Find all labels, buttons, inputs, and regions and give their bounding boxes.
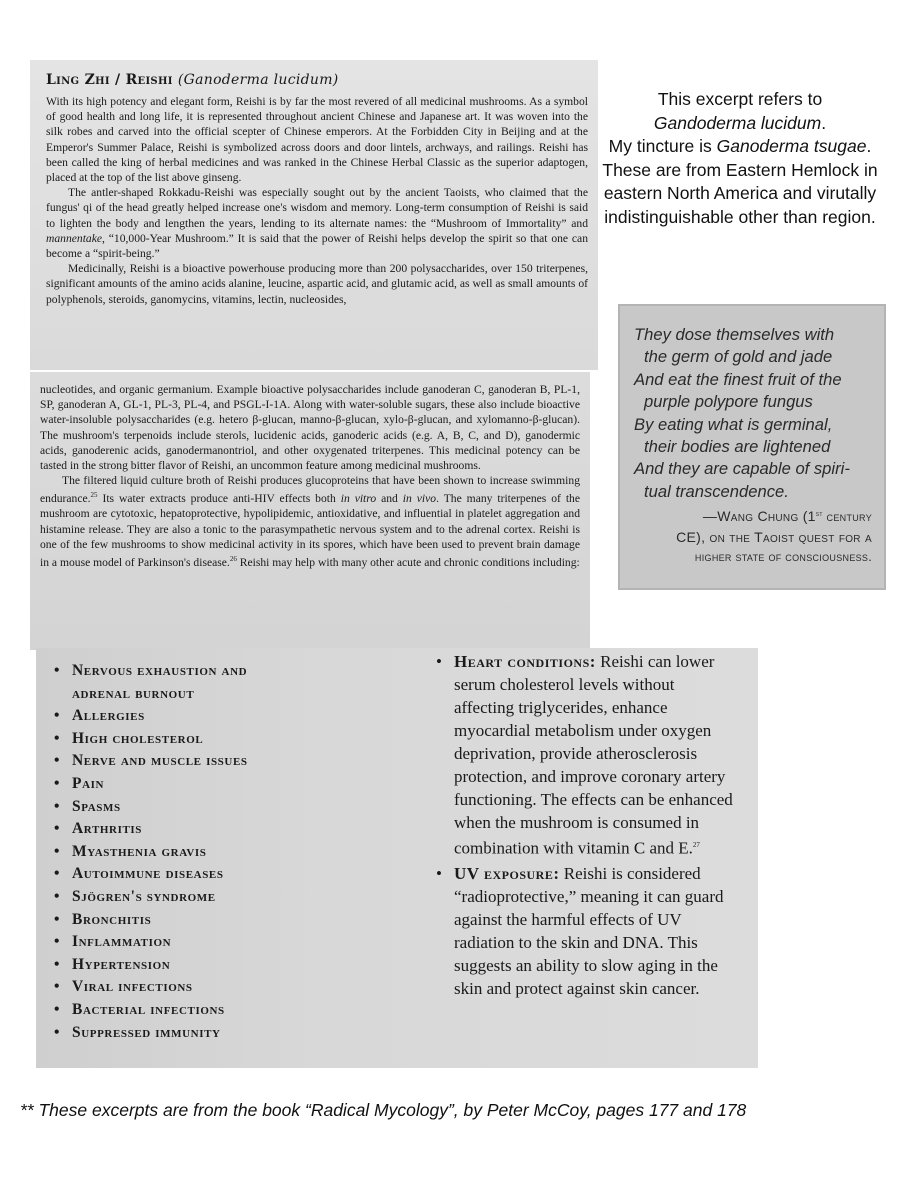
quote-line: And eat the finest fruit of the [634,369,842,389]
quote-box [618,304,886,590]
heading-latin-name: (Ganoderma lucidum) [177,72,339,88]
list-item: • Arthritis [50,818,410,841]
quote-line: the germ of gold and jade [644,347,833,367]
text-span: Reishi may help with many other acute and chronic conditions including: [236,555,580,569]
list-item: • Hypertension [50,954,410,977]
list-item: • Allergies [50,705,410,728]
quote-line: their bodies are lightened [644,437,831,457]
attribution-text: —Wang Chung (1 [702,508,816,525]
quote-line: By eating what is germinal, [634,414,833,434]
paragraph-medicinal: Medicinally, Reishi is a bioactive powerhouse producing more than 200 polysaccharides, over 150 triterpenes, significant amounts of the amino acids alanine, leucine, aspartic acid, and glutamic acid, as well as small amounts of polyphenols, steroids, ganomycins, vitamins, lectin, nucleosides, [46,262,588,306]
conditions-list [50,660,410,1044]
note-species: Ganoderma tsugae [716,136,867,157]
item-term: UV exposure: [454,863,560,883]
attribution-text: century [822,510,872,525]
note-text: My tincture is [608,136,717,157]
attribution-line: CE), on the Taoist quest for a [676,529,872,546]
list-item: • High cholesterol [50,728,410,751]
item-text: Reishi is considered “radioprotective,” meaning it can guard against the harmful effects of UV radiation to the skin and DNA. This suggests an ability to slow aging in the skin and protect against skin cancer. [454,863,724,998]
list-item: • Pain [50,773,410,796]
note-punct: . [866,136,872,157]
paragraph-effects [40,473,580,570]
list-item: • Bronchitis [50,909,410,932]
attribution-line: higher state of consciousness. [694,550,872,565]
text-span: . The many triterpenes of the mushroom are cytotoxic, hepatoprotective, hypolipidemic, antioxidative, and influential in platelet aggregation and histamine release. They are also a tonic to the parasympathetic nervous system and to the adrenal cortex. Reishi is one of the few mushrooms to show medicinal activity in its spores, which have been used to prevent brain damage in a mouse model of Parkinson's disease. [40,492,581,569]
text-emphasis: mannentake [46,231,103,245]
footnote-ref: 27 [692,841,700,849]
list-item [50,660,410,705]
item-text: Reishi can lower serum cholesterol levels without affecting triglycerides, enhance myocardial metabolism under oxygen deprivation, provide atherosclerosis protection, and improve coronary artery functioning. The effects can be enhanced when the mushroom is consumed in combination with vitamin C and E. [454,652,733,858]
tincture-note [600,88,880,230]
list-item: • Autoimmune diseases [50,863,410,886]
note-punct: . [821,112,827,133]
quote-line: And they are capable of spiri- [634,459,850,479]
list-item-label: Nervous exhaustion and [72,662,248,679]
text-span: and [376,492,403,506]
list-item: • Sjögren's syndrome [50,886,410,909]
quote-line: purple polypore fungus [644,392,813,412]
text-emphasis: in vitro [340,492,377,506]
paragraph-intro: With its high potency and elegant form, Reishi is by far the most revered of all medicinal mushrooms. As a symbol of good health and long life, it is represented throughout ancient Chinese and Japanese art. It was woven into the silk robes and carved into the official scepter of Chinese emperors. At the Forbidden City in Beijing and at the Emperor's Summer Palace, Reishi is symbolized across doors and door lintels, archways, and railings. Reishi has been called the king of herbal medicines and was ranked in the Chinese Herbal Classic as the superior adaptogen, placed at the top of the list above ginseng. [46,95,588,185]
quote-line: They dose themselves with [634,325,835,344]
paragraph-taoists [46,185,588,261]
note-line [600,112,880,136]
text-span: The antler-shaped Rokkadu-Reishi was especially sought out by the ancient Taoists, who claimed that the fungus' qi of the head greatly helped increase one's wisdom and memory. Long-term consumption of Reishi is said to lighten the body and lengthen the years, lending to its alternate names: the “Mushroom of Immortality” and [46,186,588,230]
text-span: , “10,000-Year Mushroom.” It is said that the power of Reishi helps develop the spirit so that one can become a “spirit-being.” [46,231,588,261]
text-span: The filtered liquid culture broth of Reishi produces glucoproteins that have been shown to increase swimming endurance. [40,474,580,506]
attribution-sup: st [815,511,823,519]
conditions-scan [36,648,758,1068]
excerpt-scan-page-178 [30,372,590,650]
source-footnote: ** These excerpts are from the book “Radical Mycology”, by Peter McCoy, pages 177 and 178 [20,1100,747,1120]
footnote-ref: 26 [229,555,237,564]
list-item: • Nerve and muscle issues [50,750,410,773]
note-line: These are from Eastern Hemlock in eastern North America and virutally indistinguishable other than region. [602,159,878,227]
quote-attribution [634,505,872,567]
quote-text [634,324,872,503]
note-species: Gandoderma lucidum [653,112,822,133]
attribution-line [634,505,872,527]
list-item: • Bacterial infections [50,999,410,1022]
excerpt-heading [46,72,588,88]
item-term: Heart conditions: [454,652,596,671]
quote-line: tual transcendence. [644,481,789,501]
heart-conditions-item [434,650,734,860]
footnote-ref: 25 [90,491,98,500]
text-span: Its water extracts produce anti-HIV effects both [97,492,341,506]
list-item: • Suppressed immunity [50,1022,410,1045]
note-line [600,135,880,159]
list-item: • Inflammation [50,931,410,954]
text-emphasis: in vivo [402,492,437,506]
excerpt-scan-page-177 [30,60,598,370]
list-item-continuation: adrenal burnout [72,684,195,702]
list-item: • Viral infections [50,976,410,999]
uv-exposure-item [434,862,734,1000]
note-line: This excerpt refers to [657,89,823,109]
paragraph-compounds: nucleotides, and organic germanium. Example bioactive polysaccharides include ganoderan C, ganoderan B, PL-1, SP, ganoderan A, GL-1, PL-3, PL-4, and PSGL-I-1A. Along with water-soluble sugars, these also include bioactive water-insoluble polysaccharides (e.g. hetero β-glucan, manno-β-glucan, xylo-β-glucan, and xylomanno-β-glucan). The mushroom's terpenoids include sterols, lucidenic acids, ganoderic acids (e.g. A, B, C, and D), ganodermic acids, ganoderenic acids, ganodermanontriol, and other oxygenated triterpenes. This medicinal potency can be tasted in the strong bitter flavor of Reishi, an uncommon feature among medicinal mushrooms. [40,383,580,473]
conditions-detail-list [434,650,734,1002]
list-item: • Spasms [50,796,410,819]
heading-title: Ling Zhi / Reishi [46,72,173,88]
list-item: • Myasthenia gravis [50,841,410,864]
